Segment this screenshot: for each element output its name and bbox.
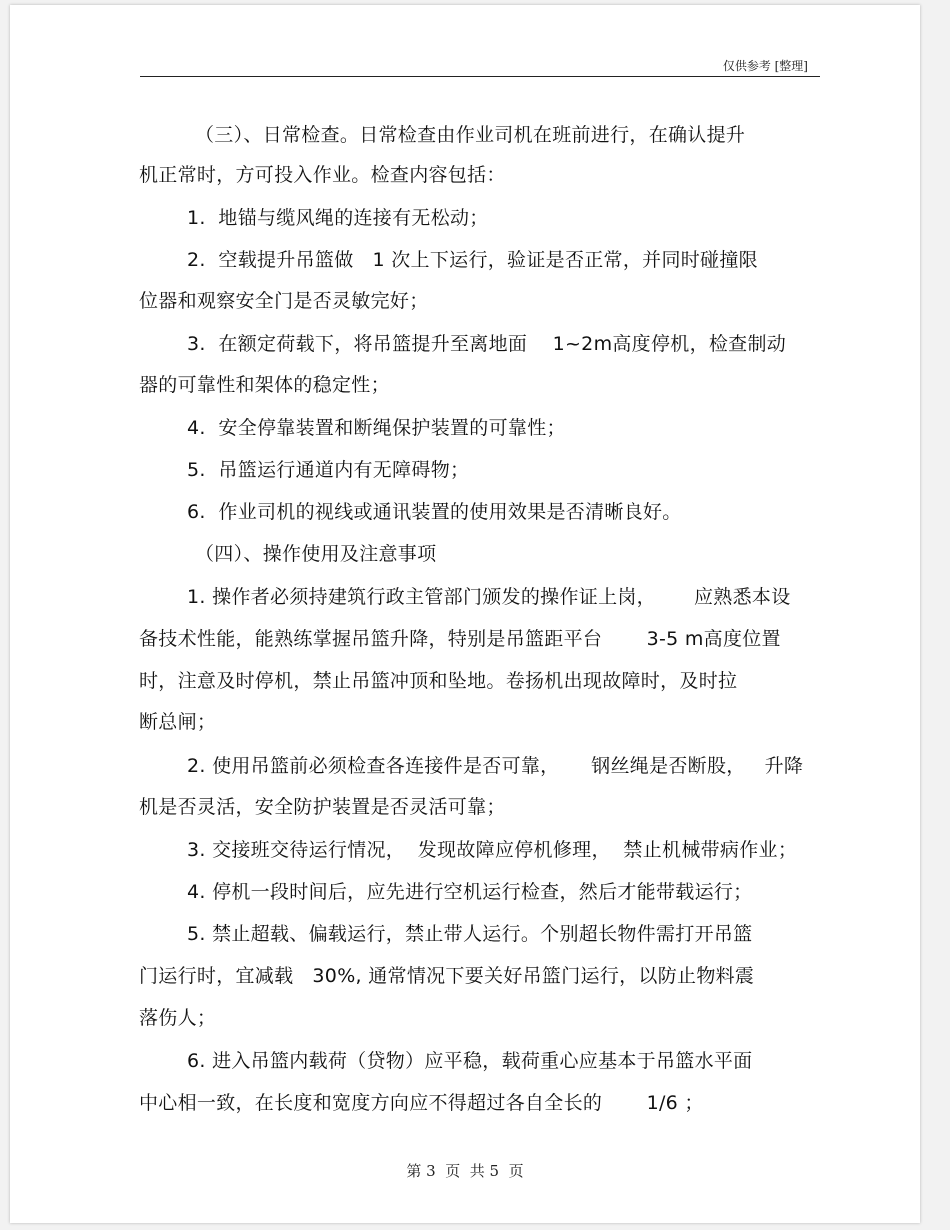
document-page bbox=[10, 5, 920, 1223]
body-line: 备技术性能，能熟练掌握吊篮升降，特别是吊篮距平台 3-5 m高度位置 bbox=[139, 628, 781, 650]
body-line: 中心相一致，在长度和宽度方向应不得超过各自全长的 1/6 ； bbox=[139, 1092, 704, 1114]
body-line: 1. 地锚与缆风绳的连接有无松动； bbox=[187, 207, 489, 229]
section-heading: （四）、操作使用及注意事项 bbox=[195, 543, 437, 565]
body-line: 5. 吊篮运行通道内有无障碍物； bbox=[187, 459, 470, 481]
body-line: （三）、日常检查。日常检查由作业司机在班前进行，在确认提升 bbox=[195, 124, 746, 146]
body-line: 5. 禁止超载、偏载运行，禁止带人运行。个别超长物件需打开吊篮 bbox=[187, 923, 753, 945]
body-line: 2. 空载提升吊篮做 1 次上下运行，验证是否正常，并同时碰撞限 bbox=[187, 249, 758, 271]
body-line: 位器和观察安全门是否灵敏完好； bbox=[139, 290, 429, 312]
body-line: 门运行时，宜减载 30%, 通常情况下要关好吊篮门运行，以防止物料震 bbox=[139, 965, 755, 987]
header-note: 仅供参考 [整理] bbox=[722, 59, 808, 73]
body-line: 3. 交接班交待运行情况， 发现故障应停机修理， 禁止机械带病作业； bbox=[187, 839, 798, 861]
header-divider bbox=[140, 76, 820, 77]
body-line: 机是否灵活，安全防护装置是否灵活可靠； bbox=[139, 796, 506, 818]
body-line: 4. 停机一段时间后，应先进行空机运行检查，然后才能带载运行； bbox=[187, 881, 753, 903]
body-line: 2. 使用吊篮前必须检查各连接件是否可靠， 钢丝绳是否断股， 升降 bbox=[187, 755, 804, 777]
body-line: 1. 操作者必须持建筑行政主管部门颁发的操作证上岗， 应熟悉本设 bbox=[187, 586, 791, 608]
body-line: 6. 进入吊篮内载荷（贷物）应平稳，载荷重心应基本于吊篮水平面 bbox=[187, 1050, 753, 1072]
body-line: 落伤人； bbox=[139, 1007, 217, 1029]
body-line: 3. 在额定荷载下，将吊篮提升至离地面 1~2m高度停机，检查制动 bbox=[187, 333, 787, 355]
body-line: 时，注意及时停机，禁止吊篮冲顶和坠地。卷扬机出现故障时，及时拉 bbox=[139, 670, 738, 692]
body-line: 4. 安全停靠装置和断绳保护装置的可靠性； bbox=[187, 417, 566, 439]
page-number: 第 3 页 共 5 页 bbox=[406, 1162, 524, 1180]
body-line: 断总闸； bbox=[139, 711, 217, 733]
body-line: 机正常时，方可投入作业。检查内容包括： bbox=[139, 164, 506, 186]
body-line: 6. 作业司机的视线或通讯装置的使用效果是否清晰良好。 bbox=[187, 501, 682, 523]
body-line: 器的可靠性和架体的稳定性； bbox=[139, 374, 390, 396]
